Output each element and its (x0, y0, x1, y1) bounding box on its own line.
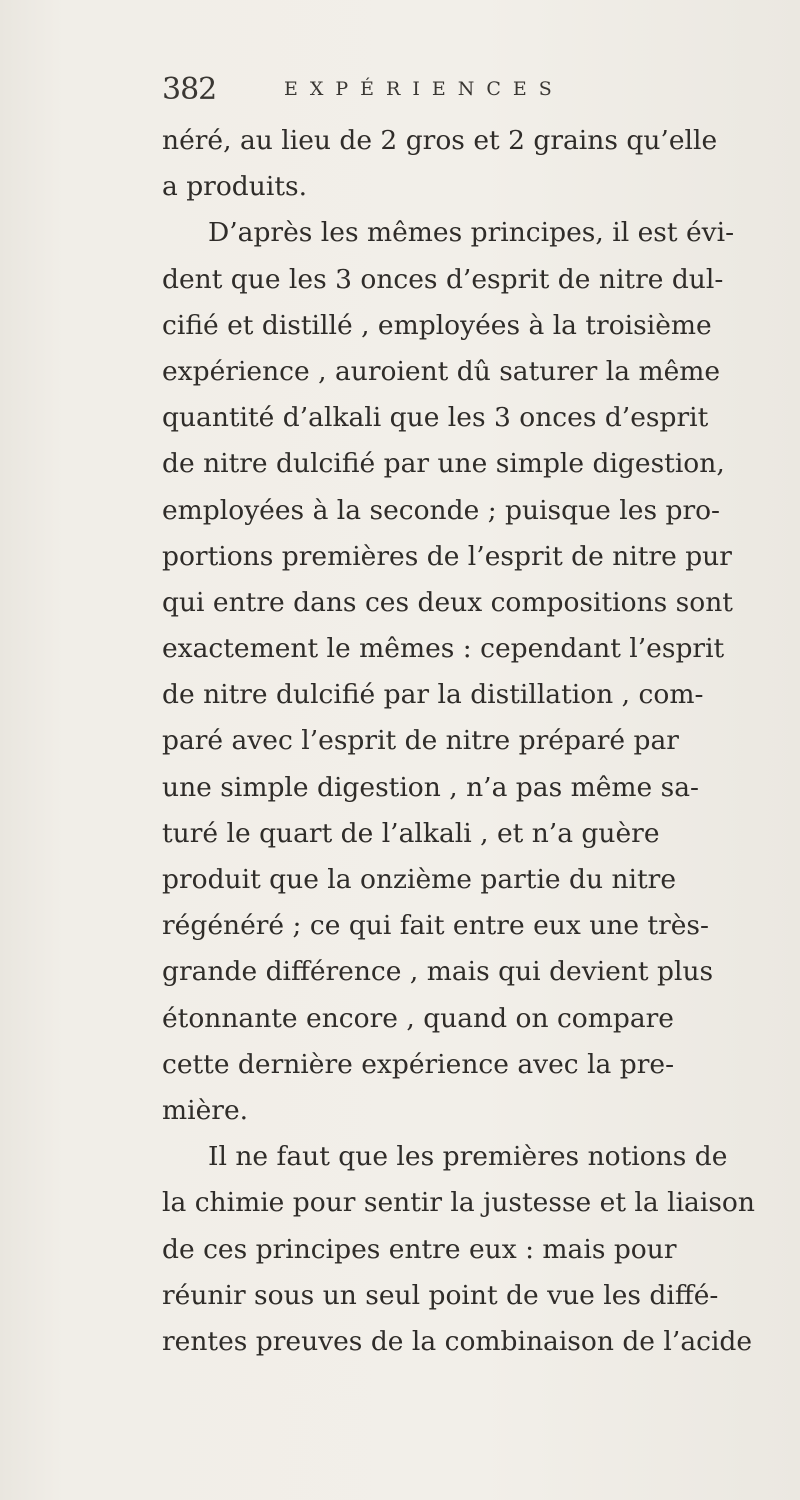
running-head: EXPÉRIENCES (284, 78, 564, 100)
text-line: cette dernière expérience avec la pre- (162, 1048, 675, 1080)
text-line: la chimie pour sentir la justesse et la liaison (162, 1187, 755, 1219)
page-header (162, 72, 682, 112)
text-line: paré avec l’esprit de nitre préparé par (162, 725, 679, 757)
text-line: réunir sous un seul point de vue les diffé- (162, 1279, 719, 1311)
text-line: étonnante encore , quand on compare (162, 1002, 674, 1034)
text-line: néré, au lieu de 2 gros et 2 grains qu’elle (162, 125, 718, 156)
text-line: turé le quart de l’alkali , et n’a guère (162, 817, 660, 849)
text-line: une simple digestion , n’a pas même sa- (162, 771, 699, 803)
body-text (162, 118, 792, 1365)
text-line: quantité d’alkali que les 3 onces d’esprit (162, 402, 709, 434)
text-line: employées à la seconde ; puisque les pro- (162, 494, 721, 526)
text-line: de ces principes entre eux : mais pour (162, 1233, 677, 1265)
text-line: qui entre dans ces deux compositions sont (162, 586, 733, 618)
text-line: produit que la onzième partie du nitre (162, 864, 677, 895)
text-line: régénéré ; ce qui fait entre eux une très- (162, 910, 709, 942)
text-line: dent que les 3 onces d’esprit de nitre dul- (162, 263, 724, 295)
text-line: expérience , auroient dû saturer la même (162, 355, 721, 387)
page-number: 382 (162, 72, 217, 107)
text-line: D’après les mêmes principes, il est évi- (208, 217, 735, 249)
text-line: grande différence , mais qui devient plus (162, 956, 714, 988)
text-line: de nitre dulcifié par la distillation , com- (162, 679, 704, 711)
text-line: rentes preuves de la combinaison de l’acide (162, 1325, 753, 1357)
text-line: de nitre dulcifié par une simple digestion, (162, 448, 725, 480)
text-line: portions premières de l’esprit de nitre pur (162, 540, 732, 572)
text-line: Il ne faut que les premières notions de (208, 1141, 728, 1173)
text-line: a produits. (162, 171, 307, 203)
text-line: cifié et distillé , employées à la troisième (162, 309, 712, 341)
text-line: mière. (162, 1094, 249, 1126)
text-line: exactement le mêmes : cependant l’esprit (162, 633, 725, 665)
